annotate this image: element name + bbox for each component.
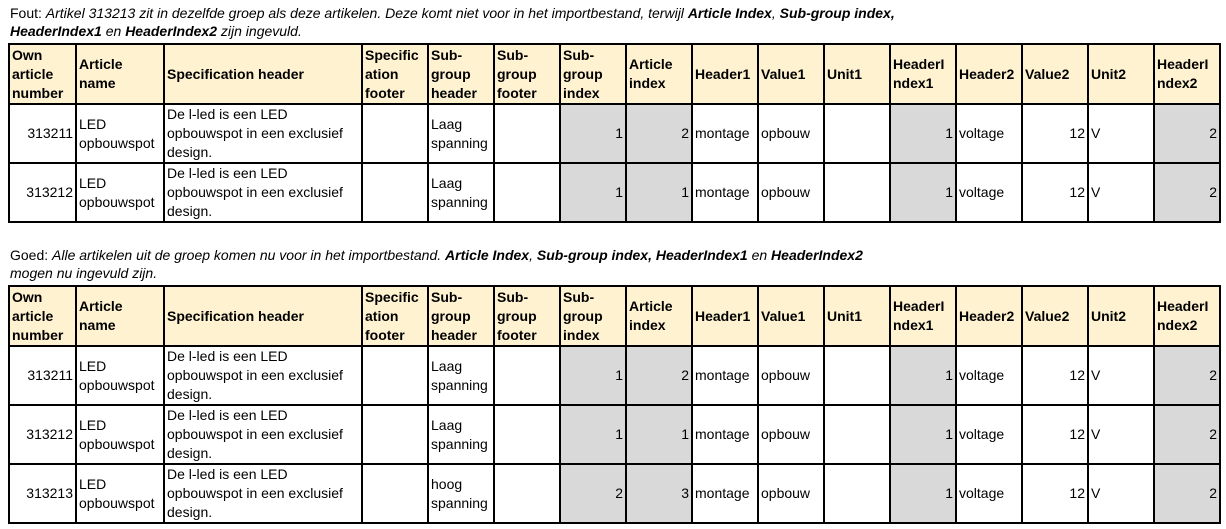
error-caption-lead: Fout:	[10, 5, 42, 21]
column-header-headerindex1: HeaderI ndex1	[890, 286, 956, 346]
cell-article-index: 3	[626, 464, 692, 523]
cell-specification-header: De l-led is een LED opbouwspot in een exclusief design.	[164, 464, 362, 523]
column-header-article-name: Article name	[76, 44, 164, 104]
cell-own-article-number: 313211	[9, 346, 76, 405]
cell-specification-header: De l-led is een LED opbouwspot in een exclusief design.	[164, 163, 362, 222]
column-header-specification-header: Specification header	[164, 286, 362, 346]
column-header-article-name: Article name	[76, 286, 164, 346]
good-caption-en: en	[751, 247, 768, 263]
cell-value2: 12	[1022, 405, 1088, 464]
column-header-headerindex2: HeaderI ndex2	[1154, 286, 1220, 346]
table-row	[9, 163, 1220, 222]
cell-headerindex1: 1	[890, 464, 956, 523]
good-table-header-row	[9, 286, 1220, 346]
cell-unit2: V	[1088, 104, 1154, 163]
cell-unit1	[824, 405, 890, 464]
cell-specification-footer	[362, 405, 428, 464]
cell-header1: montage	[692, 163, 758, 222]
cell-value2: 12	[1022, 163, 1088, 222]
column-header-unit2: Unit2	[1088, 286, 1154, 346]
column-header-unit2: Unit2	[1088, 44, 1154, 104]
cell-header2: voltage	[956, 163, 1022, 222]
cell-unit2: V	[1088, 464, 1154, 523]
column-header-subgroup-header: Sub-group header	[428, 286, 494, 346]
column-header-headerindex2: HeaderI ndex2	[1154, 44, 1220, 104]
column-header-header1: Header1	[692, 44, 758, 104]
error-caption-text1: Artikel 313213 zit in dezelfde groep als deze artikelen. Deze komt niet voor in het importbestand, terwijl	[45, 5, 684, 21]
error-caption-line2	[10, 22, 895, 40]
cell-subgroup-header: Laag spanning	[428, 104, 494, 163]
good-caption-subgroup-headerindex1: Sub-group index, HeaderIndex1	[536, 247, 748, 263]
good-caption-line2	[10, 264, 863, 282]
cell-article-index: 2	[626, 104, 692, 163]
cell-subgroup-header: Laag spanning	[428, 346, 494, 405]
cell-value2: 12	[1022, 464, 1088, 523]
column-header-subgroup-index: Sub-group index	[560, 44, 626, 104]
cell-own-article-number: 313212	[9, 405, 76, 464]
error-caption-article-index: Article Index	[687, 5, 772, 21]
cell-unit1	[824, 163, 890, 222]
cell-subgroup-footer	[494, 464, 560, 523]
error-caption-headerindex1: HeaderIndex1	[10, 23, 102, 39]
error-caption-text2: zijn ingevuld.	[220, 23, 302, 39]
cell-subgroup-index: 1	[560, 405, 626, 464]
good-table	[8, 285, 1221, 524]
column-header-specification-footer: Specific ation footer	[362, 44, 428, 104]
cell-header2: voltage	[956, 104, 1022, 163]
cell-article-index: 1	[626, 163, 692, 222]
cell-article-name: LED opbouwspot	[76, 163, 164, 222]
cell-header1: montage	[692, 405, 758, 464]
cell-value1: opbouw	[758, 346, 824, 405]
cell-own-article-number: 313212	[9, 163, 76, 222]
good-caption-headerindex2: HeaderIndex2	[771, 247, 863, 263]
column-header-specification-header: Specification header	[164, 44, 362, 104]
cell-specification-footer	[362, 464, 428, 523]
cell-headerindex1: 1	[890, 405, 956, 464]
cell-article-name: LED opbouwspot	[76, 104, 164, 163]
cell-specification-header: De l-led is een LED opbouwspot in een exclusief design.	[164, 405, 362, 464]
column-header-value2: Value2	[1022, 44, 1088, 104]
cell-value1: opbouw	[758, 104, 824, 163]
cell-unit2: V	[1088, 163, 1154, 222]
cell-subgroup-index: 1	[560, 346, 626, 405]
cell-header1: montage	[692, 346, 758, 405]
cell-subgroup-header: hoog spanning	[428, 464, 494, 523]
error-caption-headerindex2: HeaderIndex2	[125, 23, 218, 39]
column-header-header2: Header2	[956, 44, 1022, 104]
cell-value2: 12	[1022, 346, 1088, 405]
error-caption-comma: ,	[771, 5, 776, 21]
column-header-header1: Header1	[692, 286, 758, 346]
cell-headerindex1: 1	[890, 104, 956, 163]
cell-headerindex2: 2	[1154, 346, 1220, 405]
table-row	[9, 346, 1220, 405]
error-caption-subgroup-index: Sub-group index,	[779, 5, 895, 21]
error-caption-en: en	[105, 23, 122, 39]
cell-own-article-number: 313213	[9, 464, 76, 523]
cell-unit1	[824, 346, 890, 405]
cell-subgroup-footer	[494, 405, 560, 464]
cell-article-name: LED opbouwspot	[76, 346, 164, 405]
cell-value2: 12	[1022, 104, 1088, 163]
column-header-value1: Value1	[758, 44, 824, 104]
cell-specification-footer	[362, 163, 428, 222]
column-header-value2: Value2	[1022, 286, 1088, 346]
good-caption-article-index: Article Index	[445, 247, 530, 263]
cell-article-name: LED opbouwspot	[76, 464, 164, 523]
column-header-value1: Value1	[758, 286, 824, 346]
column-header-own-article-number: Own article number	[9, 286, 76, 346]
cell-subgroup-footer	[494, 163, 560, 222]
column-header-subgroup-footer: Sub-group footer	[494, 44, 560, 104]
cell-subgroup-footer	[494, 346, 560, 405]
column-header-article-index: Article index	[626, 286, 692, 346]
column-header-article-index: Article index	[626, 44, 692, 104]
cell-value1: opbouw	[758, 405, 824, 464]
cell-unit2: V	[1088, 346, 1154, 405]
error-caption	[10, 4, 895, 40]
cell-headerindex1: 1	[890, 346, 956, 405]
cell-subgroup-header: Laag spanning	[428, 405, 494, 464]
table-row	[9, 104, 1220, 163]
table-row	[9, 405, 1220, 464]
cell-own-article-number: 313211	[9, 104, 76, 163]
good-caption-line1	[10, 246, 863, 264]
cell-specification-footer	[362, 104, 428, 163]
cell-subgroup-index: 2	[560, 464, 626, 523]
cell-subgroup-index: 1	[560, 163, 626, 222]
good-caption	[10, 246, 863, 282]
cell-header1: montage	[692, 104, 758, 163]
table-row	[9, 464, 1220, 523]
cell-unit1	[824, 104, 890, 163]
cell-subgroup-index: 1	[560, 104, 626, 163]
column-header-unit1: Unit1	[824, 44, 890, 104]
cell-specification-header: De l-led is een LED opbouwspot in een exclusief design.	[164, 346, 362, 405]
good-caption-comma: ,	[529, 247, 533, 263]
column-header-header2: Header2	[956, 286, 1022, 346]
cell-unit2: V	[1088, 405, 1154, 464]
cell-header1: montage	[692, 464, 758, 523]
cell-article-index: 2	[626, 346, 692, 405]
cell-header2: voltage	[956, 464, 1022, 523]
cell-headerindex2: 2	[1154, 104, 1220, 163]
cell-unit1	[824, 464, 890, 523]
cell-value1: opbouw	[758, 163, 824, 222]
cell-subgroup-header: Laag spanning	[428, 163, 494, 222]
column-header-subgroup-index: Sub-group index	[560, 286, 626, 346]
cell-headerindex2: 2	[1154, 464, 1220, 523]
error-table	[8, 43, 1221, 223]
cell-value1: opbouw	[758, 464, 824, 523]
column-header-own-article-number: Own article number	[9, 44, 76, 104]
cell-headerindex2: 2	[1154, 163, 1220, 222]
good-caption-lead: Goed:	[10, 247, 49, 263]
cell-specification-header: De l-led is een LED opbouwspot in een exclusief design.	[164, 104, 362, 163]
good-caption-text2: mogen nu ingevuld zijn.	[10, 265, 158, 281]
good-caption-text1: Alle artikelen uit de groep komen nu voor in het importbestand.	[52, 247, 442, 263]
error-caption-line1	[10, 4, 895, 22]
cell-header2: voltage	[956, 346, 1022, 405]
cell-header2: voltage	[956, 405, 1022, 464]
cell-subgroup-footer	[494, 104, 560, 163]
column-header-unit1: Unit1	[824, 286, 890, 346]
cell-headerindex1: 1	[890, 163, 956, 222]
error-table-header-row	[9, 44, 1220, 104]
column-header-headerindex1: HeaderI ndex1	[890, 44, 956, 104]
cell-article-name: LED opbouwspot	[76, 405, 164, 464]
column-header-subgroup-footer: Sub-group footer	[494, 286, 560, 346]
cell-article-index: 1	[626, 405, 692, 464]
cell-headerindex2: 2	[1154, 405, 1220, 464]
column-header-subgroup-header: Sub-group header	[428, 44, 494, 104]
column-header-specification-footer: Specific ation footer	[362, 286, 428, 346]
cell-specification-footer	[362, 346, 428, 405]
